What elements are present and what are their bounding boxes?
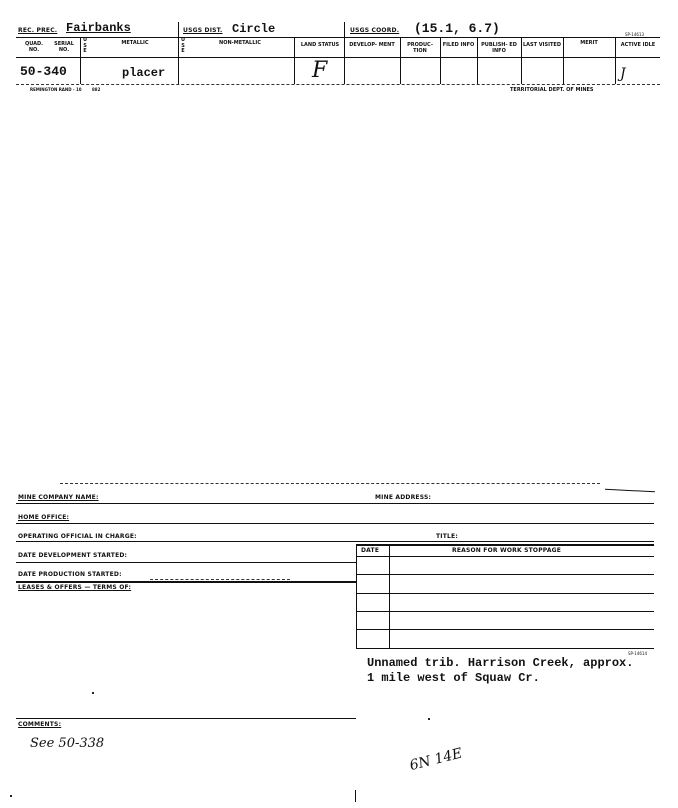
- leases-label: LEASES & OFFERS — TERMS OF:: [18, 584, 132, 591]
- usgs-dist-label: USGS DIST.: [183, 27, 223, 34]
- divider: [16, 503, 654, 504]
- divider: [356, 648, 654, 649]
- location-line-2: 1 mile west of Squaw Cr.: [367, 671, 540, 685]
- col-use-non-metallic: USE: [180, 37, 186, 54]
- location-line-1: Unnamed trib. Harrison Creek, approx.: [367, 656, 634, 670]
- active-idle-value: J: [620, 66, 626, 82]
- col-last-visited: LAST VISITED: [523, 42, 561, 48]
- divider: [178, 22, 179, 37]
- bottom-form-number: SP-14614: [628, 651, 648, 656]
- divider: [344, 38, 345, 84]
- comments-value: See 50-338: [30, 736, 105, 751]
- stoppage-date-header: DATE: [361, 547, 380, 554]
- title-label: TITLE:: [436, 533, 458, 540]
- col-use-metallic: USE: [82, 37, 88, 54]
- divider: [356, 629, 654, 630]
- operating-official-label: OPERATING OFFICIAL IN CHARGE:: [18, 533, 137, 540]
- edge-mark: [355, 790, 356, 802]
- divider: [150, 579, 290, 580]
- rec-prec-value: Fairbanks: [66, 21, 131, 35]
- divider: [294, 38, 295, 84]
- divider: [16, 581, 356, 583]
- divider: [356, 593, 654, 594]
- speck: [428, 718, 430, 720]
- date-development-label: DATE DEVELOPMENT STARTED:: [18, 552, 128, 559]
- divider: [521, 38, 522, 84]
- metallic-value: placer: [122, 66, 166, 80]
- col-production: PRODUC- TION: [407, 42, 433, 54]
- card-edge-curve: [605, 489, 655, 493]
- col-land-status: LAND STATUS: [300, 42, 340, 48]
- rec-prec-label: REC. PREC.: [18, 27, 58, 34]
- speck: [10, 795, 12, 797]
- divider: [80, 38, 81, 84]
- usgs-coord-label: USGS COORD.: [350, 27, 400, 34]
- col-merit: MERIT: [580, 40, 598, 46]
- divider: [356, 556, 654, 557]
- dept-mark: TERRITORIAL DEPT. OF MINES: [510, 87, 594, 93]
- handwritten-note: 6N 14E: [408, 745, 465, 774]
- divider: [400, 38, 401, 84]
- divider: [344, 22, 345, 37]
- usgs-coord-value: (15.1, 6.7): [414, 21, 500, 36]
- col-filed-info: FILED INFO: [442, 42, 475, 48]
- divider: [356, 574, 654, 575]
- divider: [389, 544, 390, 649]
- mine-address-label: MINE ADDRESS:: [375, 494, 432, 501]
- divider: [16, 523, 654, 524]
- col-metallic: METALLIC: [121, 40, 149, 46]
- col-published-info: PUBLISH- ED INFO: [481, 42, 517, 54]
- divider: [356, 611, 654, 612]
- divider: [477, 38, 478, 84]
- divider: [356, 544, 357, 649]
- divider: [440, 38, 441, 84]
- top-card-bottom-rule: [16, 84, 660, 85]
- divider: [178, 38, 179, 84]
- col-non-metallic: NON-METALLIC: [219, 40, 261, 46]
- date-production-label: DATE PRODUCTION STARTED:: [18, 571, 122, 578]
- col-quad-no: QUAD. NO.: [24, 41, 44, 53]
- divider: [615, 38, 616, 84]
- top-form-number: SP-14613: [625, 32, 645, 37]
- divider: [16, 562, 356, 563]
- divider: [563, 38, 564, 84]
- card-edge: [60, 483, 600, 484]
- printer-code: 882: [92, 87, 101, 92]
- home-office-label: HOME OFFICE:: [18, 514, 70, 521]
- land-status-value: F: [312, 58, 328, 83]
- divider: [356, 544, 654, 546]
- serial-value: 50-340: [20, 64, 67, 79]
- mine-company-label: MINE COMPANY NAME:: [18, 494, 99, 501]
- speck: [92, 692, 94, 694]
- divider: [16, 541, 654, 542]
- col-development: DEVELOP- MENT: [349, 42, 395, 48]
- stoppage-reason-header: REASON FOR WORK STOPPAGE: [452, 547, 562, 554]
- col-serial-no: SERIAL NO.: [54, 41, 74, 53]
- printer-mark: REMINGTON RAND - 10: [30, 87, 82, 92]
- comments-label: COMMENTS:: [18, 721, 62, 728]
- divider: [16, 718, 356, 719]
- col-active-idle: ACTIVE IDLE: [620, 42, 656, 48]
- usgs-dist-value: Circle: [232, 22, 276, 36]
